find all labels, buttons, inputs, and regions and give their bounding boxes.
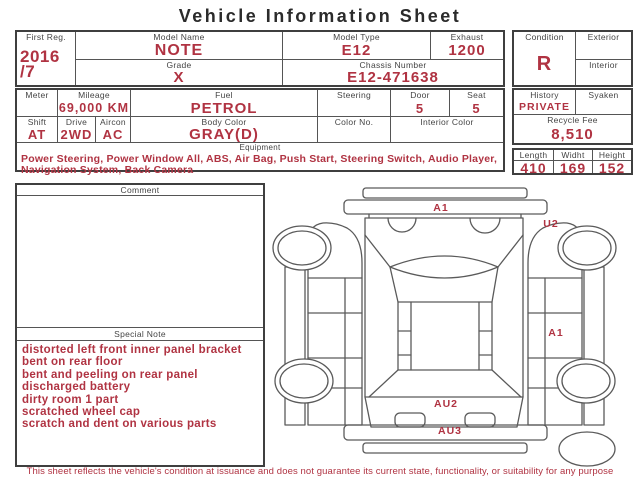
- field-meter: [17, 90, 57, 116]
- grade-label: Grade: [166, 60, 192, 70]
- car-damage-diagram: [265, 185, 640, 480]
- field-mileage: [57, 90, 130, 116]
- field-drive: [57, 117, 95, 142]
- color-no-value: [318, 127, 390, 142]
- field-interior: [575, 59, 631, 85]
- damage-code-right-front-fender: U2: [543, 218, 559, 230]
- first-reg-month: /7: [20, 61, 36, 81]
- meter-value: [17, 100, 57, 116]
- seat-label: Seat: [467, 90, 486, 100]
- damage-code-right-rear-door: A1: [548, 327, 564, 339]
- history-label: History: [530, 90, 559, 100]
- hood-arch-right: [470, 218, 500, 233]
- special-note-line: bent on rear floor: [22, 356, 123, 369]
- field-seat: [449, 90, 503, 116]
- field-exterior: [575, 32, 631, 59]
- c-pillars: [369, 370, 521, 397]
- condition-grade-value: R: [536, 52, 553, 75]
- field-chassis-number: [282, 59, 503, 85]
- page-title: Vehicle Information Sheet: [178, 6, 462, 26]
- damage-code-front-bumper: A1: [433, 202, 449, 214]
- wheel-front-left: [273, 226, 331, 270]
- equipment-header: [17, 142, 503, 152]
- model-name-label: Model Name: [153, 32, 205, 42]
- exterior-label: Exterior: [587, 32, 620, 42]
- color-no-label: Color No.: [334, 117, 374, 127]
- recycle-fee-label: Recycle Fee: [547, 115, 598, 125]
- rear-lower-bar: [363, 443, 527, 453]
- meter-label: Meter: [25, 90, 49, 100]
- aircon-value: AC: [102, 127, 124, 142]
- dimensions-table: [512, 148, 633, 175]
- steering-label: Steering: [336, 90, 372, 100]
- length-label: Length: [514, 150, 553, 161]
- model-type-value: E12: [341, 42, 372, 59]
- width-value: 169: [559, 160, 587, 173]
- shift-label: Shift: [27, 117, 47, 127]
- mileage-value: 69,000 KM: [58, 100, 130, 115]
- special-note-line: dirty room 1 part: [22, 393, 119, 406]
- special-note-line: scratched wheel cap: [22, 406, 141, 419]
- drive-label: Drive: [65, 117, 88, 127]
- field-first-reg: [17, 32, 75, 85]
- chassis-number-label: Chassis Number: [359, 60, 427, 70]
- height-label: Height: [593, 150, 631, 161]
- equipment-label: Equipment: [239, 143, 281, 152]
- model-name-value: NOTE: [154, 41, 204, 59]
- field-syaken: [575, 90, 631, 114]
- field-height: [592, 150, 631, 173]
- wheel-rear-left: [275, 359, 333, 403]
- interior-label: Interior: [589, 60, 618, 70]
- field-aircon: [95, 117, 130, 142]
- steering-value: [318, 100, 390, 116]
- model-type-label: Model Type: [333, 32, 380, 42]
- damage-code-rear-panel: AU2: [433, 398, 459, 410]
- equipment-value: Power Steering, Power Window All, ABS, Air Bag, Push Start, Steering Switch, Audio Player, Navigation System, Back Camera: [21, 153, 498, 176]
- exhaust-label: Exhaust: [450, 32, 484, 42]
- special-note-line: distorted left front inner panel bracket: [22, 344, 242, 356]
- door-label: Door: [410, 90, 430, 100]
- recycle-fee-value: 8,510: [551, 125, 594, 143]
- field-body-color: [130, 117, 317, 142]
- history-value: PRIVATE: [519, 100, 570, 113]
- fuel-label: Fuel: [215, 90, 233, 100]
- shift-value: AT: [27, 127, 47, 142]
- length-value: 410: [520, 160, 547, 173]
- field-history: [514, 90, 575, 114]
- field-condition: [514, 32, 575, 85]
- specs-row-1: [17, 90, 503, 116]
- grade-value: X: [173, 69, 185, 85]
- mileage-label: Mileage: [78, 90, 110, 100]
- special-note-body: [17, 341, 263, 465]
- seat-value: 5: [472, 100, 481, 116]
- fuel-value: PETROL: [190, 99, 258, 116]
- condition-table: [512, 30, 633, 87]
- wheel-front-right: [558, 226, 616, 270]
- cabin-roof: [398, 302, 492, 370]
- condition-label: Condition: [525, 32, 564, 42]
- hood-seams: [365, 235, 523, 267]
- special-note-label: Special Note: [114, 329, 166, 339]
- first-reg-year: 2016: [20, 46, 60, 66]
- first-reg-label: First Reg.: [26, 32, 66, 42]
- special-note-line: scratch and dent on various parts: [22, 418, 217, 431]
- body-color-label: Body Color: [201, 117, 247, 127]
- windshield-shape: [390, 256, 498, 278]
- aircon-label: Aircon: [100, 117, 126, 127]
- field-length: [514, 150, 553, 173]
- syaken-value: [576, 100, 631, 114]
- specs-table: [15, 88, 505, 176]
- width-label: Widht: [554, 150, 592, 161]
- comment-panel: [15, 183, 265, 467]
- field-fuel: [130, 90, 317, 116]
- comment-body: [17, 196, 263, 328]
- front-upper-bar: [363, 188, 527, 198]
- exhaust-value: 1200: [448, 42, 486, 59]
- field-door: [390, 90, 449, 116]
- history-table: [512, 88, 633, 145]
- field-exhaust: [430, 32, 503, 59]
- window-bands: [411, 302, 479, 370]
- registration-table: [15, 30, 505, 87]
- spare-wheel: [559, 432, 615, 466]
- comment-header: [17, 185, 263, 196]
- damage-code-rear-bumper: AU3: [437, 425, 463, 437]
- comment-label: Comment: [120, 185, 160, 195]
- special-note-header: [17, 328, 263, 341]
- interior-color-label: Interior Color: [420, 117, 474, 127]
- interior-color-value: [391, 127, 503, 142]
- wheel-rear-right: [557, 359, 615, 403]
- first-reg-value: [17, 42, 75, 85]
- field-model-type: [282, 32, 430, 59]
- field-color-no: [317, 117, 390, 142]
- syaken-label: Syaken: [588, 90, 619, 100]
- body-color-value: GRAY(D): [189, 126, 259, 142]
- field-shift: [17, 117, 57, 142]
- interior-value: [576, 70, 631, 85]
- door-splits: [398, 331, 492, 355]
- height-value: 152: [598, 160, 626, 173]
- exterior-value: [576, 42, 631, 59]
- special-note-line: bent and peeling on rear panel: [22, 368, 198, 381]
- disclaimer-text: This sheet reflects the vehicle's condition at issuance and does not guarantee its current state, functionality, or suitability for any purpose: [26, 466, 614, 477]
- field-width: [553, 150, 592, 173]
- history-row: [514, 90, 631, 114]
- field-model-name: [75, 32, 282, 59]
- field-interior-color: [390, 117, 503, 142]
- door-value: 5: [415, 100, 425, 116]
- field-steering: [317, 90, 390, 116]
- specs-row-2: [17, 116, 503, 142]
- hood-arch-left: [388, 218, 416, 232]
- field-grade: [75, 59, 282, 85]
- special-note-line: discharged battery: [22, 381, 131, 394]
- field-recycle-fee: [514, 114, 631, 143]
- chassis-number-value: E12-471638: [347, 69, 439, 85]
- drive-value: 2WD: [60, 127, 93, 142]
